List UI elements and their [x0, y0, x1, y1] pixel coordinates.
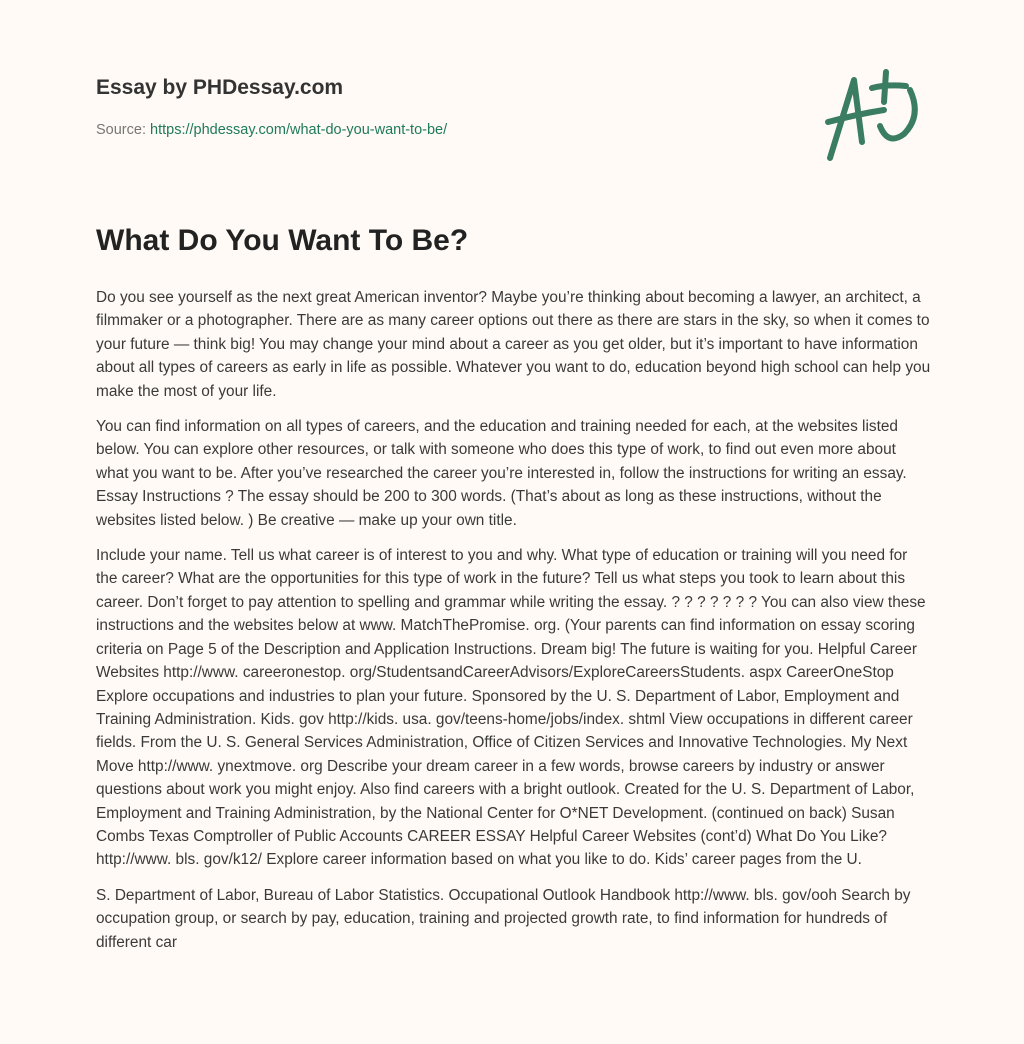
source-label: Source: [96, 122, 146, 138]
source-link[interactable]: https://phdessay.com/what-do-you-want-to-be/ [150, 122, 448, 138]
essay-body [96, 286, 932, 966]
brand-title: Essay by PHDessay.com [96, 76, 344, 99]
paragraph: Include your name. Tell us what career is of interest to you and why. What type of education or training will you need for the career? What are the opportunities for this type of work in the future? Tell us what steps you took to learn about this career. Don’t forget to pay attention to spelling and grammar while writing the essay. ? ? ? ? ? ? ? You can also view these instructions and the websites below at www. MatchThePromise. org. (Your parents can find information on essay scoring criteria on Page 5 of the Description and Application Instructions. Dream big! The future is waiting for you. Helpful Career Websites http://www. careeronestop. org/StudentsandCareerAdvisors/ExploreCareersStudents. aspx CareerOneStop Explore occupations and industries to plan your future. Sponsored by the U. S. Department of Labor, Employment and Training Administration. Kids. gov http://kids. usa. gov/teens-home/jobs/index. shtml View occupations in different career fields. From the U. S. General Services Administration, Office of Citizen Services and Innovative Technologies. My Next Move http://www. ynextmove. org Describe your dream career in a few words, browse careers by industry or answer questions about work you might enjoy. Also find careers with a bright outlook. Created for the U. S. Department of Labor, Employment and Training Administration, by the National Center for O*NET Development. (continued on back) Susan Combs Texas Comptroller of Public Accounts CAREER ESSAY Helpful Career Websites (cont’d) What Do You Like? http://www. bls. gov/k12/ Explore career information based on what you like to do. Kids’ career pages from the U. [96, 547, 926, 869]
a-plus-logo-icon [818, 66, 928, 166]
source-line [96, 122, 447, 138]
page-title: What Do You Want To Be? [96, 224, 469, 257]
paragraph: Do you see yourself as the next great American inventor? Maybe you’re thinking about becoming a lawyer, an architect, a filmmaker or a photographer. There are as many career options out there as there are stars in the sky, so when it comes to your future — think big! You may change your mind about a career as you get older, but it’s important to have information about all types of careers as early in life as possible. Whatever you want to do, education beyond high school can help you make the most of your life. [96, 289, 931, 400]
paragraph: You can find information on all types of careers, and the education and training needed for each, at the websites listed below. You can explore other resources, or talk with someone who does this type of work, to find out even more about what you want to be. After you’ve researched the career you’re interested in, follow the instructions for writing an essay. Essay Instructions ? The essay should be 200 to 300 words. (That’s about as long as these instructions, without the websites listed below. ) Be creative — make up your own title. [96, 418, 907, 529]
header [96, 76, 447, 138]
paragraph: S. Department of Labor, Bureau of Labor Statistics. Occupational Outlook Handbook http://www. bls. gov/ooh Search by occupation group, or search by pay, education, training and projected growth rate, to find information for hundreds of different car [96, 886, 911, 951]
